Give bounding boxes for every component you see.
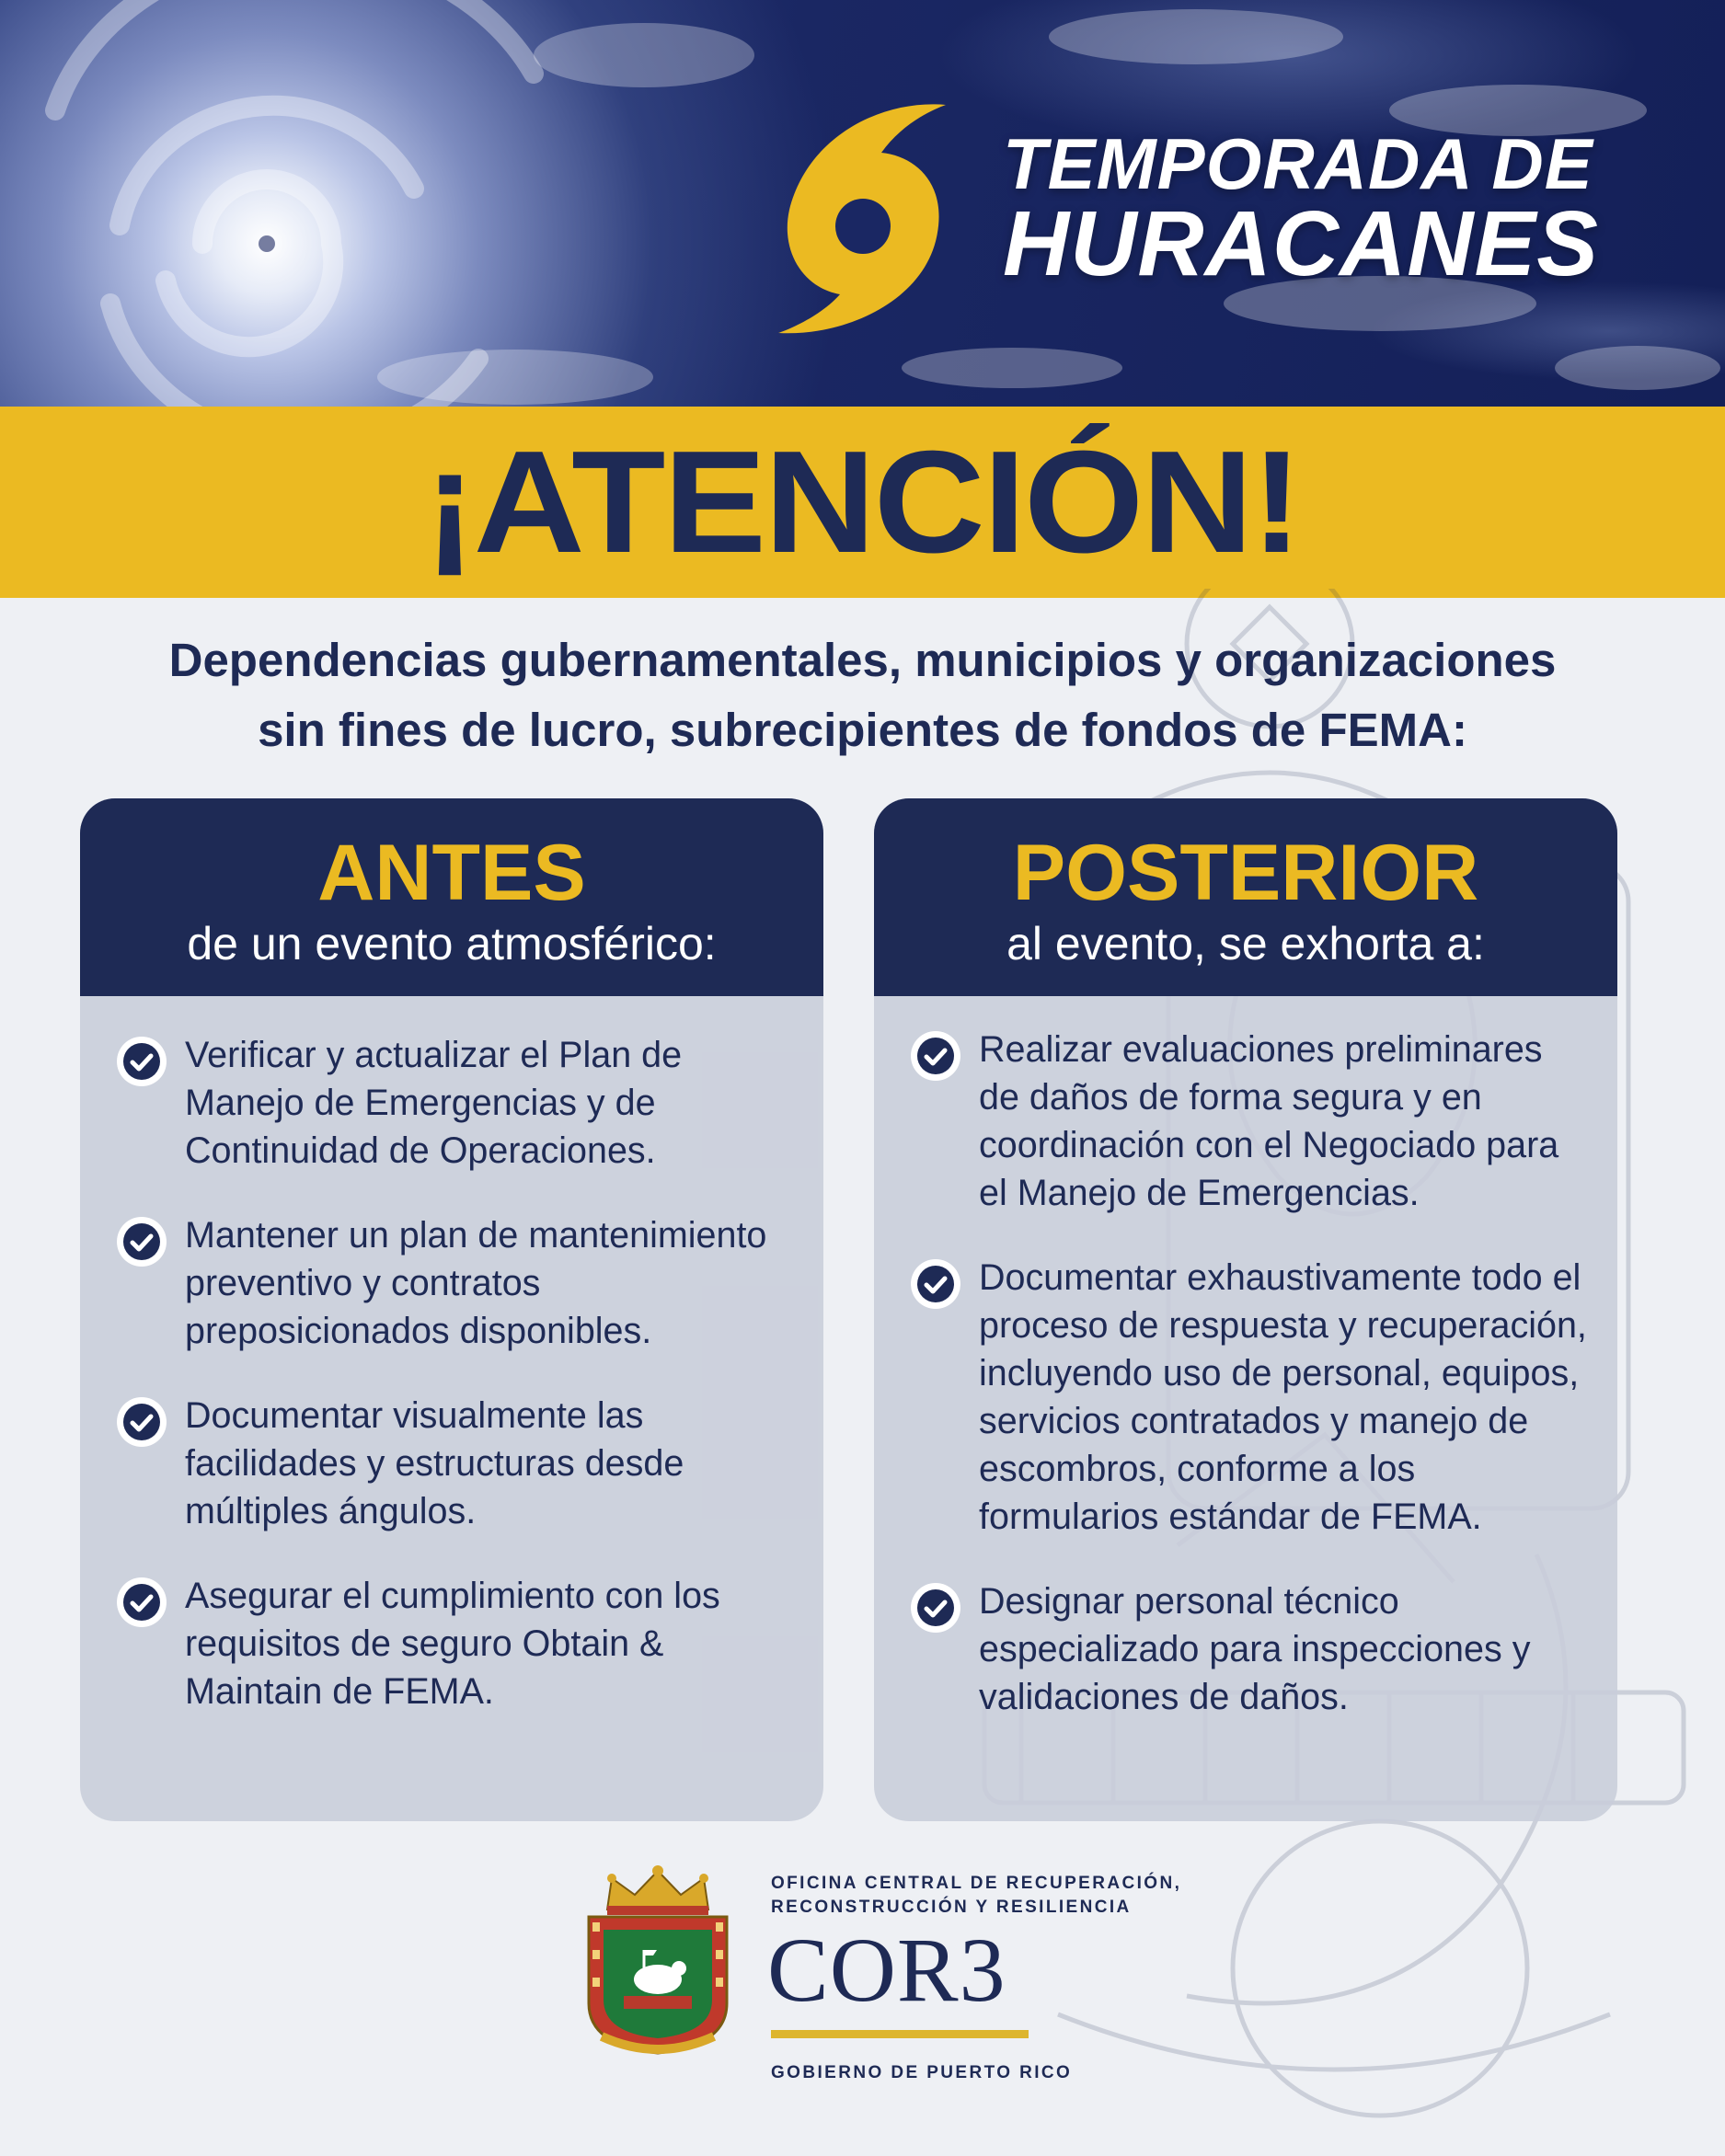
- antes-title: ANTES: [317, 829, 586, 917]
- posterior-header: [874, 798, 1617, 996]
- posterior-subtitle: al evento, se exhorta a:: [1006, 918, 1485, 969]
- cor3-logo: COR3: [767, 1919, 1006, 2021]
- list-item-text: Realizar evaluaciones preliminares de daños de forma segura y en coordinación con el Negociado para el Manejo de Emergencias.: [979, 1029, 1559, 1213]
- antes-subtitle: de un evento atmosférico:: [187, 918, 717, 969]
- check-icon: [117, 1577, 167, 1627]
- posterior-panel: [874, 798, 1617, 1821]
- intro-line2: sin fines de lucro, subrecipientes de fondos de FEMA:: [258, 704, 1467, 756]
- check-icon: [911, 1031, 960, 1081]
- list-item-text: Documentar exhaustivamente todo el proceso de respuesta y recuperación, incluyendo uso de personal, equipos, servicios contratados y manejo de escombros, conforme a los formularios estándar de FEMA.: [979, 1257, 1587, 1537]
- office-line2: RECONSTRUCCIÓN Y RESILIENCIA: [771, 1898, 1132, 1917]
- office-name: [771, 1872, 1181, 1920]
- check-icon: [117, 1217, 167, 1267]
- check-icon: [117, 1037, 167, 1086]
- hero-title-line2: HURACANES: [1003, 192, 1599, 296]
- list-item-text: Documentar visualmente las facilidades y estructuras desde múltiples ángulos.: [185, 1395, 684, 1531]
- logo-divider: [771, 2030, 1029, 2038]
- list-item-text: Asegurar el cumplimiento con los requisitos de seguro Obtain & Maintain de FEMA.: [185, 1576, 720, 1712]
- hero-header: [0, 0, 1725, 407]
- hero-title-line1: TEMPORADA DE: [1003, 123, 1593, 204]
- posterior-checklist: [874, 996, 1617, 1721]
- list-item: [117, 1031, 796, 1175]
- antes-checklist: [80, 996, 823, 1715]
- government-name: GOBIERNO DE PUERTO RICO: [771, 2063, 1073, 2082]
- list-item: [911, 1577, 1590, 1721]
- posterior-title: POSTERIOR: [1012, 829, 1479, 917]
- antes-panel: [80, 798, 823, 1821]
- hero-title: [1003, 123, 1599, 296]
- check-icon: [911, 1259, 960, 1309]
- puerto-rico-coat-of-arms: [570, 1865, 745, 2059]
- list-item: [911, 1026, 1590, 1217]
- list-item-text: Designar personal técnico especializado para inspecciones y validaciones de daños.: [979, 1581, 1531, 1717]
- list-item-text: Mantener un plan de mantenimiento preventivo y contratos preposicionados disponibles.: [185, 1215, 767, 1351]
- antes-header: [80, 798, 823, 996]
- intro-line1: Dependencias gubernamentales, municipios y organizaciones: [168, 634, 1557, 686]
- attention-heading: ¡ATENCIÓN!: [424, 420, 1301, 583]
- list-item: [117, 1572, 796, 1715]
- list-item: [911, 1254, 1590, 1541]
- list-item: [117, 1392, 796, 1535]
- check-icon: [117, 1397, 167, 1447]
- intro-text: [37, 625, 1688, 765]
- attention-banner: [0, 407, 1725, 598]
- list-item: [117, 1211, 796, 1355]
- office-line1: OFICINA CENTRAL DE RECUPERACIÓN,: [771, 1874, 1182, 1893]
- list-item-text: Verificar y actualizar el Plan de Manejo de Emergencias y de Continuidad de Operaciones.: [185, 1035, 683, 1171]
- check-icon: [911, 1583, 960, 1633]
- hurricane-icon: [771, 99, 955, 338]
